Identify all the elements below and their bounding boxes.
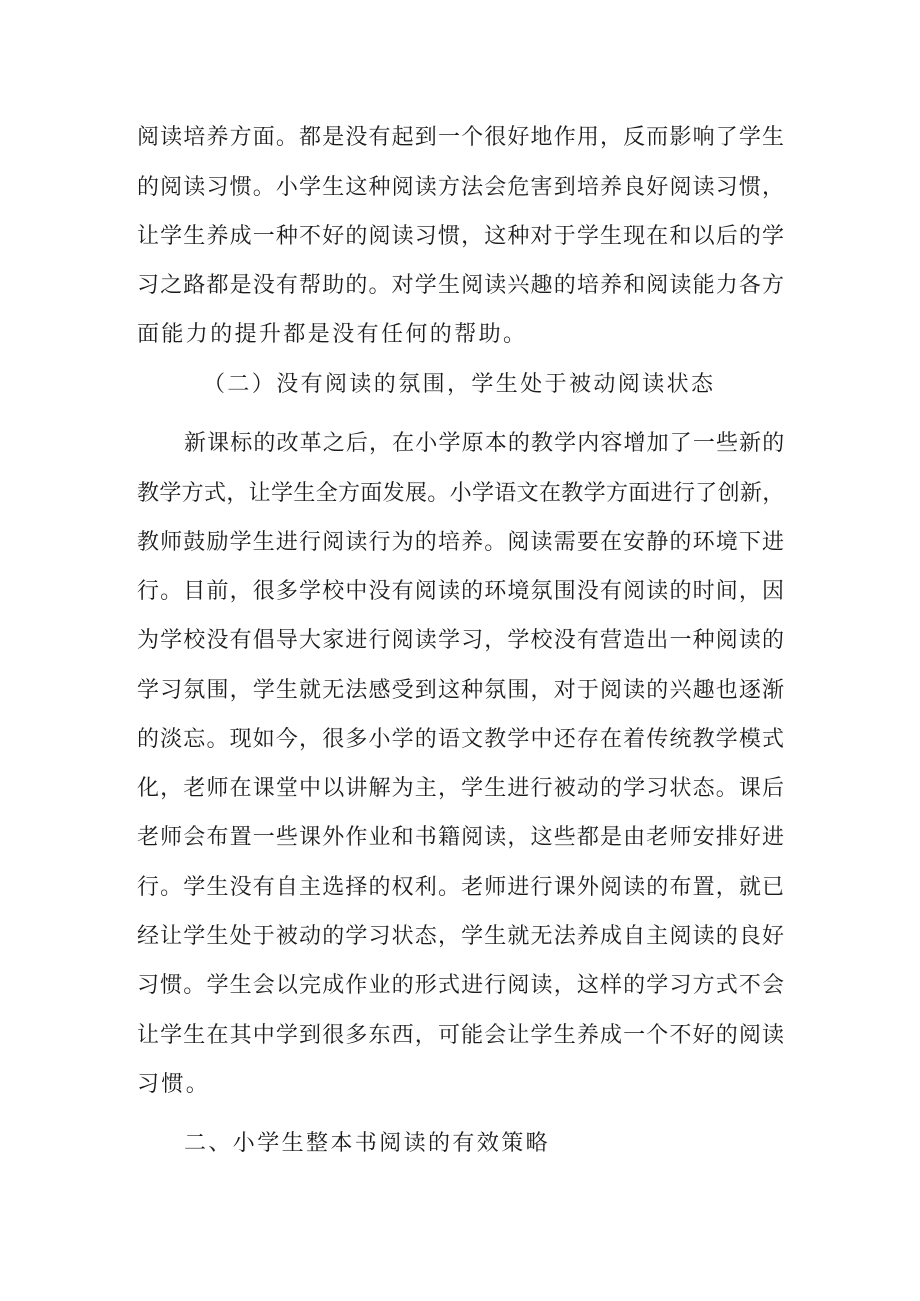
paragraph-line: 让学生养成一种不好的阅读习惯，这种对于学生现在和以后的学 [137, 224, 786, 249]
paragraph-line: 的阅读习惯。小学生这种阅读方法会危害到培养良好阅读习惯， [137, 175, 786, 200]
subheading: （二）没有阅读的氛围，学生处于被动阅读状态 [203, 372, 716, 397]
paragraph-line: 新课标的改革之后，在小学原本的教学内容增加了一些新的 [184, 431, 786, 456]
paragraph-line: 让学生在其中学到很多东西，可能会让学生养成一个不好的阅读 [137, 1023, 786, 1048]
paragraph-line: 面能力的提升都是没有任何的帮助。 [137, 322, 528, 347]
paragraph-line: 行。目前，很多学校中没有阅读的环境氛围没有阅读的时间，因 [137, 579, 786, 604]
paragraph-line: 习惯。 [137, 1072, 211, 1097]
paragraph-line: 习之路都是没有帮助的。对学生阅读兴趣的培养和阅读能力各方 [137, 273, 786, 298]
paragraph-line: 的淡忘。现如今，很多小学的语文教学中还存在着传统教学模式 [137, 727, 786, 752]
paragraph-line: 教学方式，让学生全方面发展。小学语文在教学方面进行了创新， [137, 481, 785, 506]
paragraph-line: 化，老师在课堂中以讲解为主，学生进行被动的学习状态。课后 [137, 776, 786, 801]
paragraph-line: 教师鼓励学生进行阅读行为的培养。阅读需要在安静的环境下进 [137, 530, 786, 555]
paragraph-line: 行。学生没有自主选择的权利。老师进行课外阅读的布置，就已 [137, 875, 786, 900]
paragraph-line: 习惯。学生会以完成作业的形式进行阅读，这样的学习方式不会 [137, 973, 786, 998]
paragraph-line: 学习氛围，学生就无法感受到这种氛围，对于阅读的兴趣也逐渐 [137, 678, 786, 703]
paragraph-line: 老师会布置一些课外作业和书籍阅读，这些都是由老师安排好进 [137, 825, 786, 850]
paragraph-line: 阅读培养方面。都是没有起到一个很好地作用，反而影响了学生 [137, 125, 786, 150]
section-heading: 二、小学生整本书阅读的有效策略 [184, 1131, 551, 1156]
paragraph-line: 经让学生处于被动的学习状态，学生就无法养成自主阅读的良好 [137, 924, 786, 949]
paragraph-line: 为学校没有倡导大家进行阅读学习，学校没有营造出一种阅读的 [137, 628, 786, 653]
